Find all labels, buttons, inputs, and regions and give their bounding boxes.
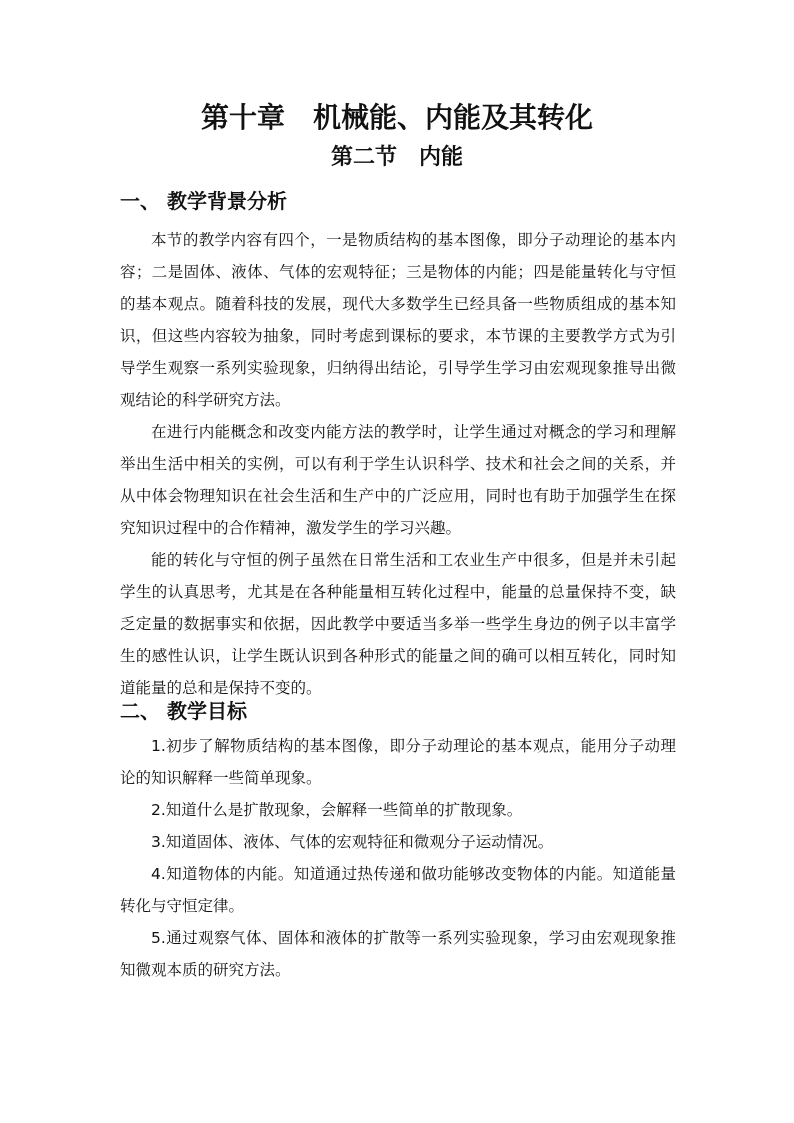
heading-teaching-background: 一、 教学背景分析 <box>120 189 287 213</box>
background-analysis-body <box>120 224 676 704</box>
goal-item: 5.通过观察气体、固体和液体的扩散等一系列实验现象，学习由宏观现象推知微观本质的研究方法。 <box>120 929 676 979</box>
chapter-title: 第十章 机械能、内能及其转化 <box>200 101 593 134</box>
goal-item: 2.知道什么是扩散现象，会解释一些简单的扩散现象。 <box>151 801 523 819</box>
section-title: 第二节 内能 <box>330 145 463 170</box>
goal-item: 1.初步了解物质结构的基本图像，即分子动理论的基本观点，能用分子动理论的知识解释一些简单现象。 <box>120 737 676 787</box>
paragraph: 在进行内能概念和改变内能方法的教学时，让学生通过对概念的学习和理解举出生活中相关的实例，可以有利于学生认识科学、技术和社会之间的关系，并从中体会物理知识在社会生活和生产中的广泛应用，同时也有助于加强学生在探究知识过程中的合作精神，激发学生的学习兴趣。 <box>120 423 676 537</box>
paragraph: 能的转化与守恒的例子虽然在日常生活和工农业生产中很多，但是并未引起学生的认真思考，尤其是在各种能量相互转化过程中，能量的总量保持不变，缺乏定量的数据事实和依据，因此教学中要适当多举一些学生身边的例子以丰富学生的感性认识，让学生既认识到各种形式的能量之间的确可以相互转化，同时知道能量的总和是保持不变的。 <box>120 551 676 697</box>
goal-item: 3.知道固体、液体、气体的宏观特征和微观分子运动情况。 <box>151 833 554 851</box>
heading-teaching-goals: 二、 教学目标 <box>120 699 247 723</box>
goal-item: 4.知道物体的内能。知道通过热传递和做功能够改变物体的内能。知道能量转化与守恒定律。 <box>120 865 676 915</box>
paragraph: 本节的教学内容有四个，一是物质结构的基本图像，即分子动理论的基本内容；二是固体、液体、气体的宏观特征；三是物体的内能；四是能量转化与守恒的基本观点。随着科技的发展，现代大多数学生已经具备一些物质组成的基本知识，但这些内容较为抽象，同时考虑到课标的要求，本节课的主要教学方式为引导学生观察一系列实验现象，归纳得出结论，引导学生学习由宏观现象推导出微观结论的科学研究方法。 <box>120 231 676 409</box>
teaching-goals-body <box>120 730 676 986</box>
